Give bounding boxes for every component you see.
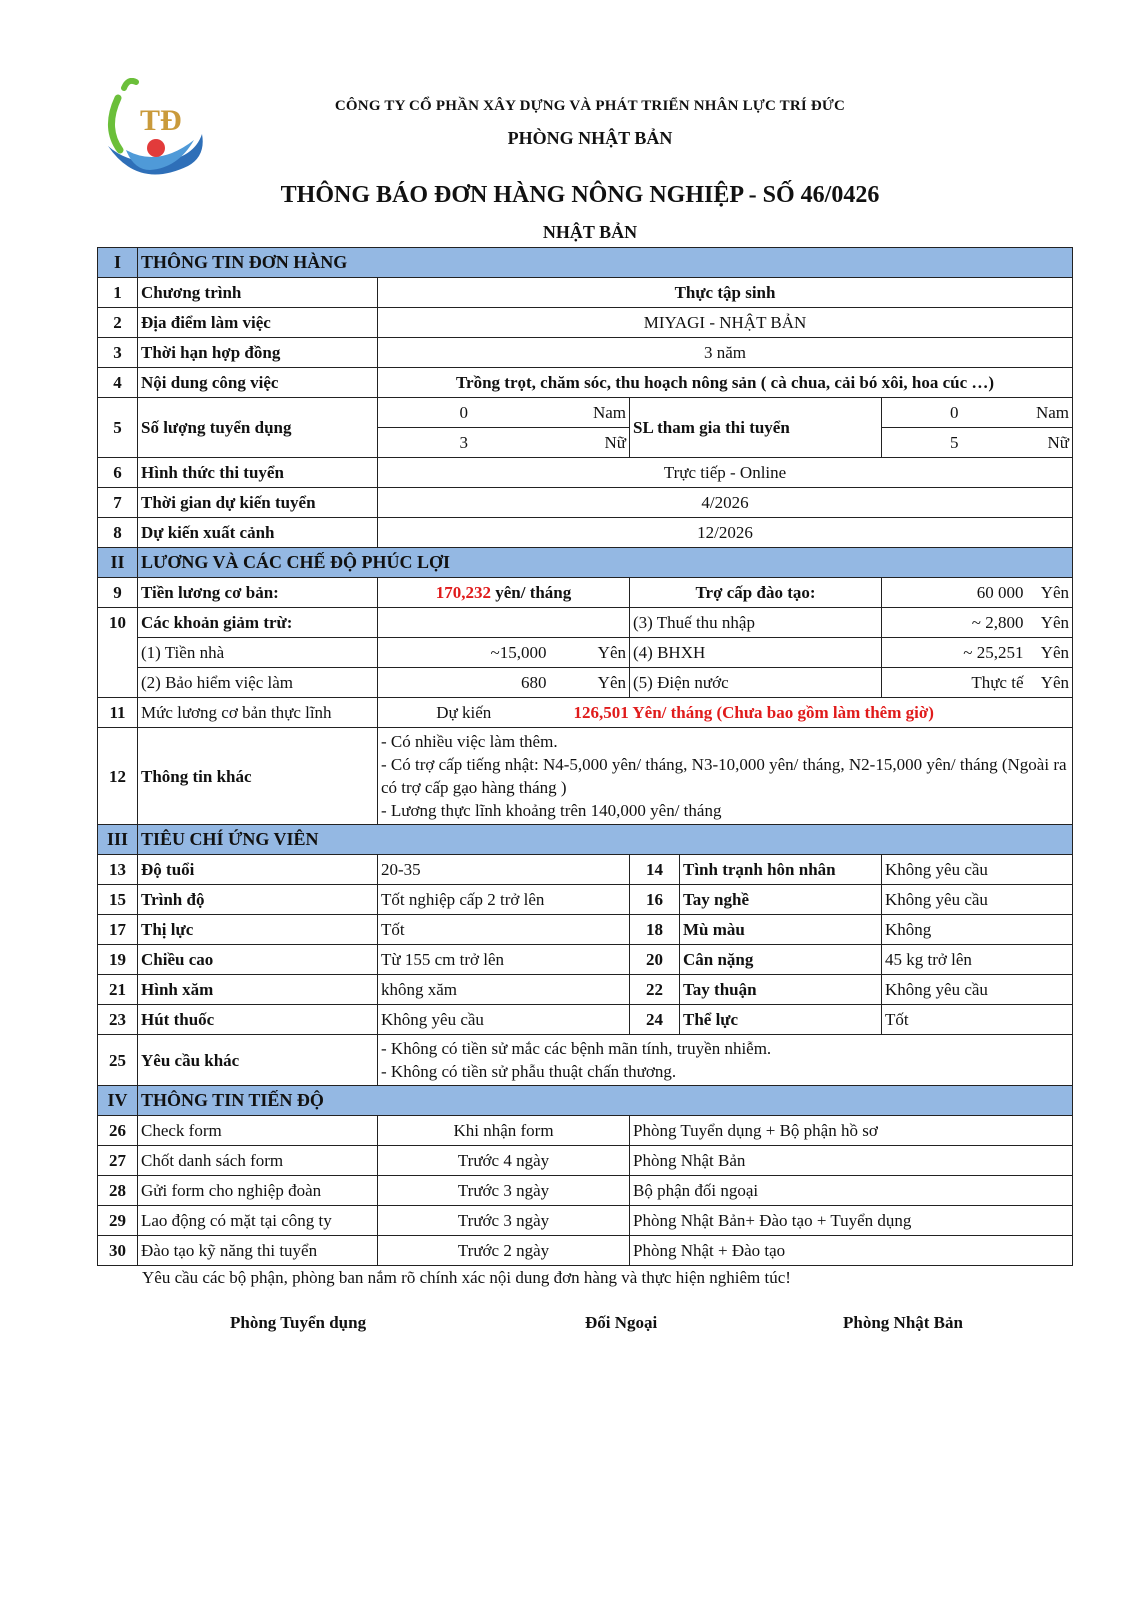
- row-label: Thời hạn hợp đồng: [138, 338, 378, 368]
- signature-japan-department: Phòng Nhật Bản: [843, 1313, 963, 1332]
- row-label: Chiều cao: [138, 945, 378, 975]
- row-label: Tay thuận: [680, 975, 882, 1005]
- other-requirements-cell: [378, 1035, 1073, 1086]
- exam-male-label: Nam: [1027, 398, 1073, 428]
- row-number: 21: [98, 975, 138, 1005]
- base-salary-amount: 170,232: [435, 583, 491, 602]
- exam-format-value: Trực tiếp - Online: [378, 458, 1073, 488]
- table-row: [98, 638, 1073, 668]
- row-label: Tay nghề: [680, 885, 882, 915]
- row-number: 23: [98, 1005, 138, 1035]
- order-table: [97, 247, 1073, 1266]
- signature-recruitment: Phòng Tuyển dụng: [230, 1313, 367, 1332]
- section-number: IV: [98, 1086, 138, 1116]
- table-row: [98, 668, 1073, 698]
- progress-owner: Phòng Nhật + Đào tạo: [630, 1236, 1073, 1266]
- progress-task: Gửi form cho nghiệp đoàn: [138, 1176, 378, 1206]
- section-title: TIÊU CHÍ ỨNG VIÊN: [138, 825, 1073, 855]
- criteria-value: 45 kg trở lên: [882, 945, 1073, 975]
- row-number: 17: [98, 915, 138, 945]
- progress-time: Trước 3 ngày: [378, 1176, 630, 1206]
- program-value: Thực tập sinh: [378, 278, 1073, 308]
- income-tax-value: ~ 2,800: [882, 608, 1027, 638]
- base-salary-cell: [378, 578, 630, 608]
- table-row: [98, 945, 1073, 975]
- table-row: [98, 975, 1073, 1005]
- row-label: Thời gian dự kiến tuyển: [138, 488, 378, 518]
- row-number: 15: [98, 885, 138, 915]
- income-tax-label: (3) Thuế thu nhập: [630, 608, 882, 638]
- row-number: 1: [98, 278, 138, 308]
- row-number: 30: [98, 1236, 138, 1266]
- table-row: [98, 915, 1073, 945]
- table-row: [98, 578, 1073, 608]
- row-label: Thể lực: [680, 1005, 882, 1035]
- row-number: 11: [98, 698, 138, 728]
- row-number: 22: [630, 975, 680, 1005]
- row-label: Chương trình: [138, 278, 378, 308]
- row-number: 4: [98, 368, 138, 398]
- page-title: THÔNG BÁO ĐƠN HÀNG NÔNG NGHIỆP - SỐ 46/0426: [280, 182, 880, 208]
- row-number: 29: [98, 1206, 138, 1236]
- section-number: I: [98, 248, 138, 278]
- progress-owner: Phòng Tuyển dụng + Bộ phận hồ sơ: [630, 1116, 1073, 1146]
- row-label: Số lượng tuyển dụng: [138, 398, 378, 458]
- progress-owner: Bộ phận đối ngoại: [630, 1176, 1073, 1206]
- progress-time: Trước 3 ngày: [378, 1206, 630, 1236]
- table-row: [98, 1005, 1073, 1035]
- table-row: [98, 885, 1073, 915]
- net-salary-value: 126,501 Yên/ tháng (Chưa bao gồm làm thêm giờ): [550, 698, 1073, 728]
- row-label: Yêu cầu khác: [138, 1035, 378, 1086]
- row-number: 12: [98, 728, 138, 825]
- requirement-line: - Không có tiền sử mắc các bệnh mãn tính, truyền nhiễm.: [381, 1039, 772, 1058]
- recruit-male-label: Nam: [550, 398, 630, 428]
- row-number: 28: [98, 1176, 138, 1206]
- row-number: 10: [98, 608, 138, 638]
- housing-value: ~15,000: [378, 638, 550, 668]
- recruit-male-count: 0: [378, 398, 550, 428]
- progress-task: Lao động có mặt tại công ty: [138, 1206, 378, 1236]
- section-criteria: [98, 825, 1073, 855]
- section-order-info: [98, 248, 1073, 278]
- employment-insurance-value: 680: [378, 668, 550, 698]
- progress-time: Khi nhận form: [378, 1116, 630, 1146]
- criteria-value: 20-35: [378, 855, 630, 885]
- criteria-value: Không yêu cầu: [882, 855, 1073, 885]
- training-allowance-label: Trợ cấp đào tạo:: [630, 578, 882, 608]
- signature-external-affairs: Đối Ngoại: [585, 1313, 658, 1332]
- table-row: [98, 338, 1073, 368]
- recruit-female-count: 3: [378, 428, 550, 458]
- row-number: 20: [630, 945, 680, 975]
- training-allowance-unit: Yên: [1027, 578, 1073, 608]
- row-label: Mù màu: [680, 915, 882, 945]
- row-label: Các khoản giảm trừ:: [138, 608, 378, 638]
- table-row: [98, 518, 1073, 548]
- row-number: 19: [98, 945, 138, 975]
- row-number: 27: [98, 1146, 138, 1176]
- other-info-line: - Lương thực lĩnh khoảng trên 140,000 yên/ tháng: [381, 801, 722, 820]
- criteria-value: Không yêu cầu: [882, 975, 1073, 1005]
- row-number: 2: [98, 308, 138, 338]
- table-row: [98, 728, 1073, 825]
- other-info-cell: [378, 728, 1073, 825]
- svg-text:TĐ: TĐ: [140, 104, 182, 137]
- empty-cell: [378, 608, 630, 638]
- utilities-value: Thực tế: [882, 668, 1027, 698]
- net-salary-estimate-label: Dự kiến: [378, 698, 550, 728]
- row-label: Tình trạnh hôn nhân: [680, 855, 882, 885]
- table-row: [98, 1116, 1073, 1146]
- progress-task: Check form: [138, 1116, 378, 1146]
- row-number: 13: [98, 855, 138, 885]
- row-label: Trình độ: [138, 885, 378, 915]
- row-number: 14: [630, 855, 680, 885]
- criteria-value: Không: [882, 915, 1073, 945]
- table-row: [98, 368, 1073, 398]
- requirement-line: - Không có tiền sử phẫu thuật chấn thương.: [381, 1062, 677, 1081]
- row-number: 8: [98, 518, 138, 548]
- progress-time: Trước 4 ngày: [378, 1146, 630, 1176]
- housing-unit: Yên: [550, 638, 630, 668]
- utilities-unit: Yên: [1027, 668, 1073, 698]
- row-number: 9: [98, 578, 138, 608]
- row-label: Hút thuốc: [138, 1005, 378, 1035]
- table-row: [98, 1176, 1073, 1206]
- row-label: Hình xăm: [138, 975, 378, 1005]
- employment-insurance-label: (2) Bảo hiểm việc làm: [138, 668, 378, 698]
- row-number: 6: [98, 458, 138, 488]
- exam-female-label: Nữ: [1027, 428, 1073, 458]
- row-number: 24: [630, 1005, 680, 1035]
- social-insurance-unit: Yên: [1027, 638, 1073, 668]
- row-label: Nội dung công việc: [138, 368, 378, 398]
- section-progress: [98, 1086, 1073, 1116]
- page-subtitle: NHẬT BẢN: [542, 222, 638, 242]
- social-insurance-label: (4) BHXH: [630, 638, 882, 668]
- departure-value: 12/2026: [378, 518, 1073, 548]
- row-label: Độ tuổi: [138, 855, 378, 885]
- table-row: [98, 308, 1073, 338]
- table-row: [98, 1236, 1073, 1266]
- criteria-value: không xăm: [378, 975, 630, 1005]
- social-insurance-value: ~ 25,251: [882, 638, 1027, 668]
- section-title: THÔNG TIN TIẾN ĐỘ: [138, 1086, 1073, 1116]
- job-content-value: Trồng trọt, chăm sóc, thu hoạch nông sản ( cà chua, cải bó xôi, hoa cúc …): [378, 368, 1073, 398]
- section-title: THÔNG TIN ĐƠN HÀNG: [138, 248, 1073, 278]
- exam-male-count: 0: [882, 398, 1027, 428]
- row-number: 25: [98, 1035, 138, 1086]
- income-tax-unit: Yên: [1027, 608, 1073, 638]
- progress-task: Chốt danh sách form: [138, 1146, 378, 1176]
- department-name: PHÒNG NHẬT BẢN: [507, 128, 673, 148]
- table-row: [98, 398, 1073, 428]
- row-label: Mức lương cơ bản thực lĩnh: [138, 698, 378, 728]
- row-label: Thông tin khác: [138, 728, 378, 825]
- other-info-line: - Có trợ cấp tiếng nhật: N4-5,000 yên/ tháng, N3-10,000 yên/ tháng, N2-15,000 yên/ tháng (Ngoài ra có trợ cấp gạo hàng tháng ): [381, 755, 1067, 797]
- criteria-value: Tốt nghiệp cấp 2 trở lên: [378, 885, 630, 915]
- empty-cell: [98, 668, 138, 698]
- table-row: [98, 458, 1073, 488]
- other-info-line: - Có nhiều việc làm thêm.: [381, 732, 558, 751]
- training-allowance-value: 60 000: [882, 578, 1027, 608]
- row-number: 3: [98, 338, 138, 368]
- section-title: LƯƠNG VÀ CÁC CHẾ ĐỘ PHÚC LỢI: [138, 548, 1073, 578]
- table-row: [98, 1206, 1073, 1236]
- row-label: Thị lực: [138, 915, 378, 945]
- footer-note: Yêu cầu các bộ phận, phòng ban nắm rõ chính xác nội dung đơn hàng và thực hiện nghiêm túc!: [142, 1268, 791, 1287]
- table-row: [98, 855, 1073, 885]
- progress-owner: Phòng Nhật Bản+ Đào tạo + Tuyển dụng: [630, 1206, 1073, 1236]
- row-number: 18: [630, 915, 680, 945]
- row-number: 5: [98, 398, 138, 458]
- row-number: 26: [98, 1116, 138, 1146]
- table-row: [98, 488, 1073, 518]
- utilities-label: (5) Điện nước: [630, 668, 882, 698]
- criteria-value: Tốt: [378, 915, 630, 945]
- work-location-value: MIYAGI - NHẬT BẢN: [378, 308, 1073, 338]
- row-label: Dự kiến xuất cảnh: [138, 518, 378, 548]
- base-salary-unit: yên/ tháng: [490, 583, 572, 602]
- row-label: Hình thức thi tuyển: [138, 458, 378, 488]
- recruit-female-label: Nữ: [550, 428, 630, 458]
- section-number: III: [98, 825, 138, 855]
- progress-owner: Phòng Nhật Bản: [630, 1146, 1073, 1176]
- company-name: CÔNG TY CỔ PHẦN XÂY DỰNG VÀ PHÁT TRIỂN NHÂN LỰC TRÍ ĐỨC: [334, 98, 846, 114]
- recruit-time-value: 4/2026: [378, 488, 1073, 518]
- company-logo: [98, 78, 216, 190]
- table-row: [98, 278, 1073, 308]
- row-label: Tiền lương cơ bản:: [138, 578, 378, 608]
- contract-term-value: 3 năm: [378, 338, 1073, 368]
- table-row: [98, 608, 1073, 638]
- exam-count-label: SL tham gia thi tuyển: [630, 398, 882, 458]
- row-label: Cân nặng: [680, 945, 882, 975]
- table-row: [98, 1146, 1073, 1176]
- row-label: Địa điểm làm việc: [138, 308, 378, 338]
- table-row: [98, 698, 1073, 728]
- table-row: [98, 1035, 1073, 1086]
- housing-label: (1) Tiền nhà: [138, 638, 378, 668]
- criteria-value: Tốt: [882, 1005, 1073, 1035]
- employment-insurance-unit: Yên: [550, 668, 630, 698]
- row-number: 16: [630, 885, 680, 915]
- section-salary: [98, 548, 1073, 578]
- progress-time: Trước 2 ngày: [378, 1236, 630, 1266]
- section-number: II: [98, 548, 138, 578]
- empty-cell: [98, 638, 138, 668]
- criteria-value: Từ 155 cm trở lên: [378, 945, 630, 975]
- row-number: 7: [98, 488, 138, 518]
- progress-task: Đào tạo kỹ năng thi tuyển: [138, 1236, 378, 1266]
- exam-female-count: 5: [882, 428, 1027, 458]
- criteria-value: Không yêu cầu: [882, 885, 1073, 915]
- criteria-value: Không yêu cầu: [378, 1005, 630, 1035]
